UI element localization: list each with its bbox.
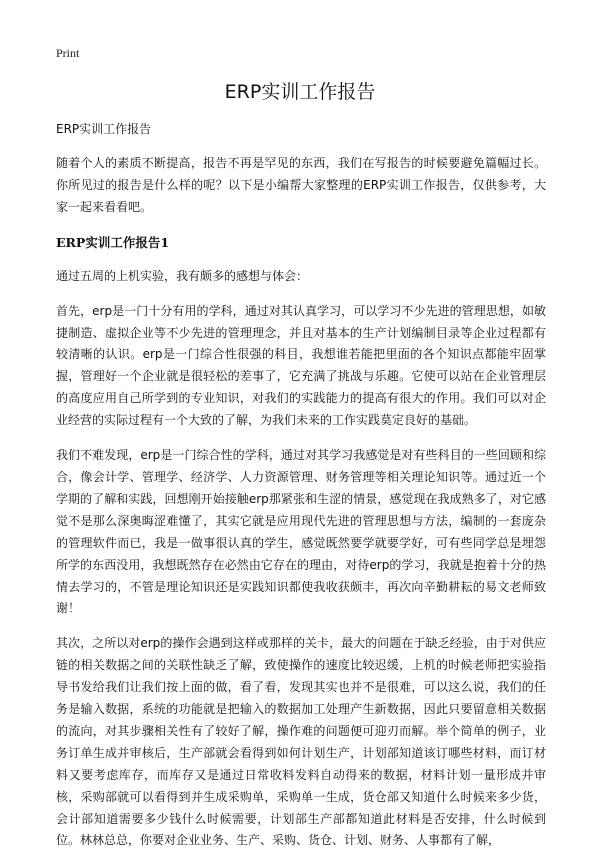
body-paragraph: 通过五周的上机实验，我有颇多的感想与体会： — [56, 268, 309, 283]
body-paragraph: 首先，erp是一门十分有用的学科，通过对其认真学习，可以学习不少先进的管理思想，如敏捷制造、虚拟企业等不少先进的管理理念，并且对基本的生产计划编制目录等企业过程都有较清晰的认识。erp是一门综合性很强的科目，我想谁若能把里面的各个知识点都能牢固掌握，管理好一个企业就是很轻松的差事了，它充满了挑战与乐趣。它使可以站在企业管理层的高度应用自己所学到的专业知识，对我们的实践能力的提高有很大的作用。我们可以对企业经营的实际过程有一个大致的了解，为我们未来的工作实践莫定良好的基础。 — [56, 303, 546, 428]
body-paragraph: 我们不难发现，erp是一门综合性的学科，通过对其学习我感觉是对有些科目的一些回顾和综合，像会计学、管理学、经济学、人力资源管理、财务管理等相关理论知识等。通过近一个学期的了解和实践，回想刚开始接触erp那紧张和生涩的情景，感觉现在我成熟多了，对它感觉不是那么深奥晦涩难懂了，其实它就是应用现代先进的管理思想与方法，编制的一套庞杂的管理软件而已，我是一做事很认真的学生，感觉既然要学就要学好，可有些同学总是埋怨所学的东西没用，我想既然存在必然由它存在的理由，对待erp的学习，我就是抱着十分的热情去学习的，不管是理论知识还是实践知识都使我收获颇丰，再次向辛勤耕耘的易文老师致谢！ — [56, 448, 546, 616]
document-subtitle: ERP实训工作报告 — [56, 122, 152, 136]
print-label: Print — [56, 46, 80, 60]
document-title: ERP实训工作报告 — [224, 81, 376, 103]
section-heading: ERP实训工作报告1 — [56, 234, 170, 250]
intro-paragraph: 随着个人的素质不断提高，报告不再是罕见的东西，我们在写报告的时候要避免篇幅过长。你所见过的报告是什么样的呢？以下是小编帮大家整理的ERP实训工作报告，仅供参考，大家一起来看看吧。 — [56, 156, 546, 214]
body-paragraph: 其次，之所以对erp的操作会遇到这样或那样的关卡，最大的问题在于缺乏经验，由于对供应链的相关数据之间的关联性缺乏了解，致使操作的速度比较迟缓，上机的时候老师把实验指导书发给我们让我们按上面的做，看了看，发现其实也并不是很难，可以这么说，我们的任务是输入数据，系统的功能就是把输入的数据加工处理产生新数据，因此只要留意相关数据的流向，对其步骤相关性有了较好了解，操作难的问题便可迎刃而解。举个简单的例子，业务订单生成并审核后，生产部就会看得到如何计划生产，计划部知道该订哪些材料，而订材料又要考虑库存，而库存又是通过日常收料发料自动得来的数据，材料计划一量形成并审核，采购部就可以看得到并生成采购单，采购单一生成，货仓部又知道什么时候来多少货，会计部知道需要多少钱什么时候需要，计划部生产部都知道此材料是否安排，什么时候到位。林林总总，你要对企业业务、生产、采购、货仓、计划、财务、人事都有了解， — [56, 636, 546, 848]
document-body — [56, 118, 546, 852]
